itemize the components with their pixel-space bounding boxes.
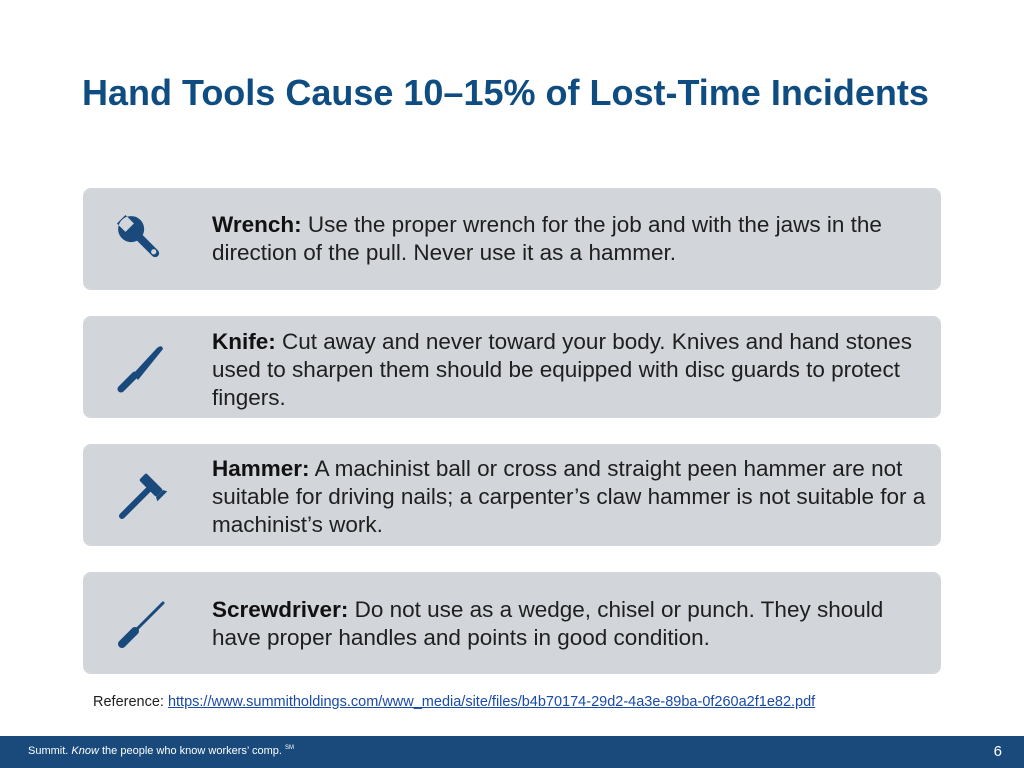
- tip-body-knife: Cut away and never toward your body. Knives and hand stones used to sharpen them should be equipped with disc guards to protect fingers.: [212, 329, 912, 410]
- tip-body-screwdriver: Do not use as a wedge, chisel or punch. They should have proper handles and points in good condition.: [212, 597, 884, 650]
- tip-term-knife: Knife:: [212, 329, 276, 354]
- tip-body-hammer: A machinist ball or cross and straight peen hammer are not suitable for driving nails; a carpenter’s claw hammer is not suitable for a machinist’s work.: [212, 456, 926, 537]
- tip-term-hammer: Hammer:: [212, 456, 310, 481]
- tip-card-screwdriver: [83, 572, 941, 674]
- hammer-icon: [113, 467, 169, 523]
- tip-term-wrench: Wrench:: [212, 212, 302, 237]
- footer-know: Know: [71, 745, 99, 757]
- page-number: 6: [993, 743, 1002, 760]
- tip-term-screwdriver: Screwdriver:: [212, 597, 349, 622]
- tip-body-wrench: Use the proper wrench for the job and with the jaws in the direction of the pull. Never use it as a hammer.: [212, 212, 882, 265]
- footer-tagline-text: the people who know workers’ comp.: [102, 745, 282, 757]
- screwdriver-icon: [113, 595, 169, 651]
- tip-text-screwdriver: [212, 596, 929, 652]
- wrench-icon: [113, 211, 169, 267]
- slide-title: Hand Tools Cause 10–15% of Lost-Time Incidents: [82, 72, 929, 113]
- footer-tagline: [28, 745, 294, 757]
- tip-card-wrench: [83, 188, 941, 290]
- reference: [93, 694, 815, 710]
- tip-card-hammer: [83, 444, 941, 546]
- footer-bar: [0, 736, 1024, 768]
- tip-text-knife: [212, 328, 929, 412]
- reference-label: Reference:: [93, 694, 164, 710]
- footer-brand: Summit.: [28, 745, 69, 757]
- footer-service-mark: SM: [285, 745, 295, 751]
- tip-text-hammer: [212, 455, 929, 539]
- tip-text-wrench: [212, 211, 929, 267]
- reference-link[interactable]: https://www.summitholdings.com/www_media/site/files/b4b70174-29d2-4a3e-89ba-0f260a2f1e82.pdf: [167, 694, 816, 710]
- knife-icon: [113, 339, 169, 395]
- tip-card-knife: [83, 316, 941, 418]
